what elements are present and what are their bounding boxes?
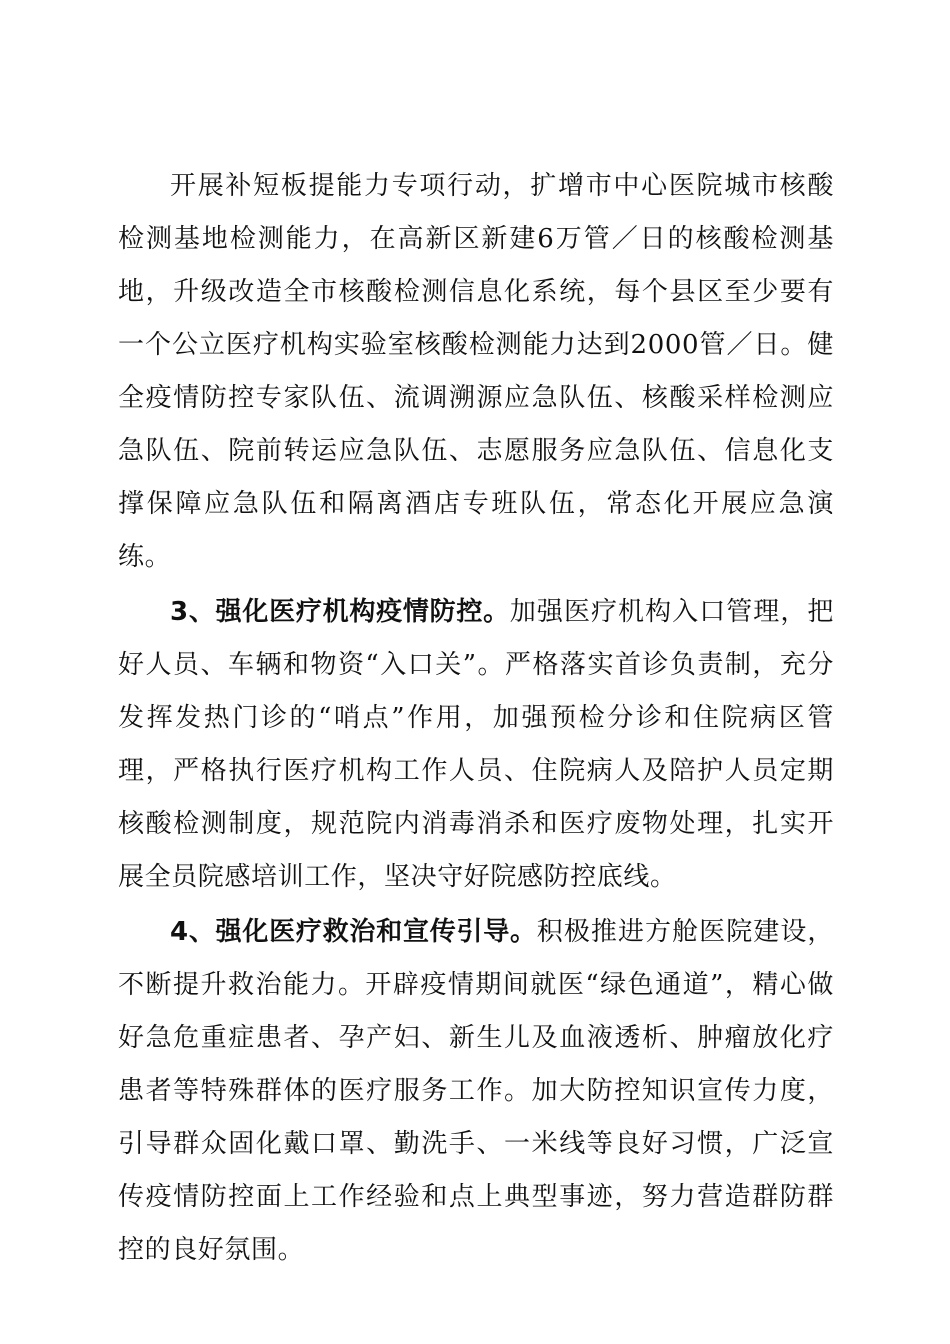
paragraph-treatment-and-publicity xyxy=(118,906,834,1277)
paragraph-medical-institution-control xyxy=(118,586,834,904)
paragraph-body: 开展补短板提能力专项行动，扩增市中心医院城市核酸检测基地检测能力，在高新区新建6万管／日的核酸检测基地，升级改造全市核酸检测信息化系统，每个县区至少要有一个公立医疗机构实验室核酸检测能力达到2000管／日。健全疫情防控专家队伍、流调溯源应急队伍、核酸采样检测应急队伍、院前转运应急队伍、志愿服务应急队伍、信息化支撑保障应急队伍和隔离酒店专班队伍，常态化开展应急演练。 xyxy=(118,171,834,572)
paragraph-body: 积极推进方舱医院建设，不断提升救治能力。开辟疫情期间就医“绿色通道”，精心做好急危重症患者、孕产妇、新生儿及血液透析、肿瘤放化疗患者等特殊群体的医疗服务工作。加大防控知识宣传力度，引导群众固化戴口罩、勤洗手、一米线等良好习惯，广泛宣传疫情防控面上工作经验和点上典型事迹，努力营造群防群控的良好氛围。 xyxy=(118,917,834,1265)
section-heading-3: 3、强化医疗机构疫情防控。 xyxy=(170,597,510,627)
document-body xyxy=(118,160,834,1279)
paragraph-capacity-building xyxy=(118,160,834,584)
section-heading-4: 4、强化医疗救治和宣传引导。 xyxy=(170,917,537,947)
paragraph-body: 加强医疗机构入口管理，把好人员、车辆和物资“入口关”。严格落实首诊负责制，充分发挥发热门诊的“哨点”作用，加强预检分诊和住院病区管理，严格执行医疗机构工作人员、住院病人及陪护人员定期核酸检测制度，规范院内消毒消杀和医疗废物处理，扎实开展全员院感培训工作，坚决守好院感防控底线。 xyxy=(118,597,834,892)
